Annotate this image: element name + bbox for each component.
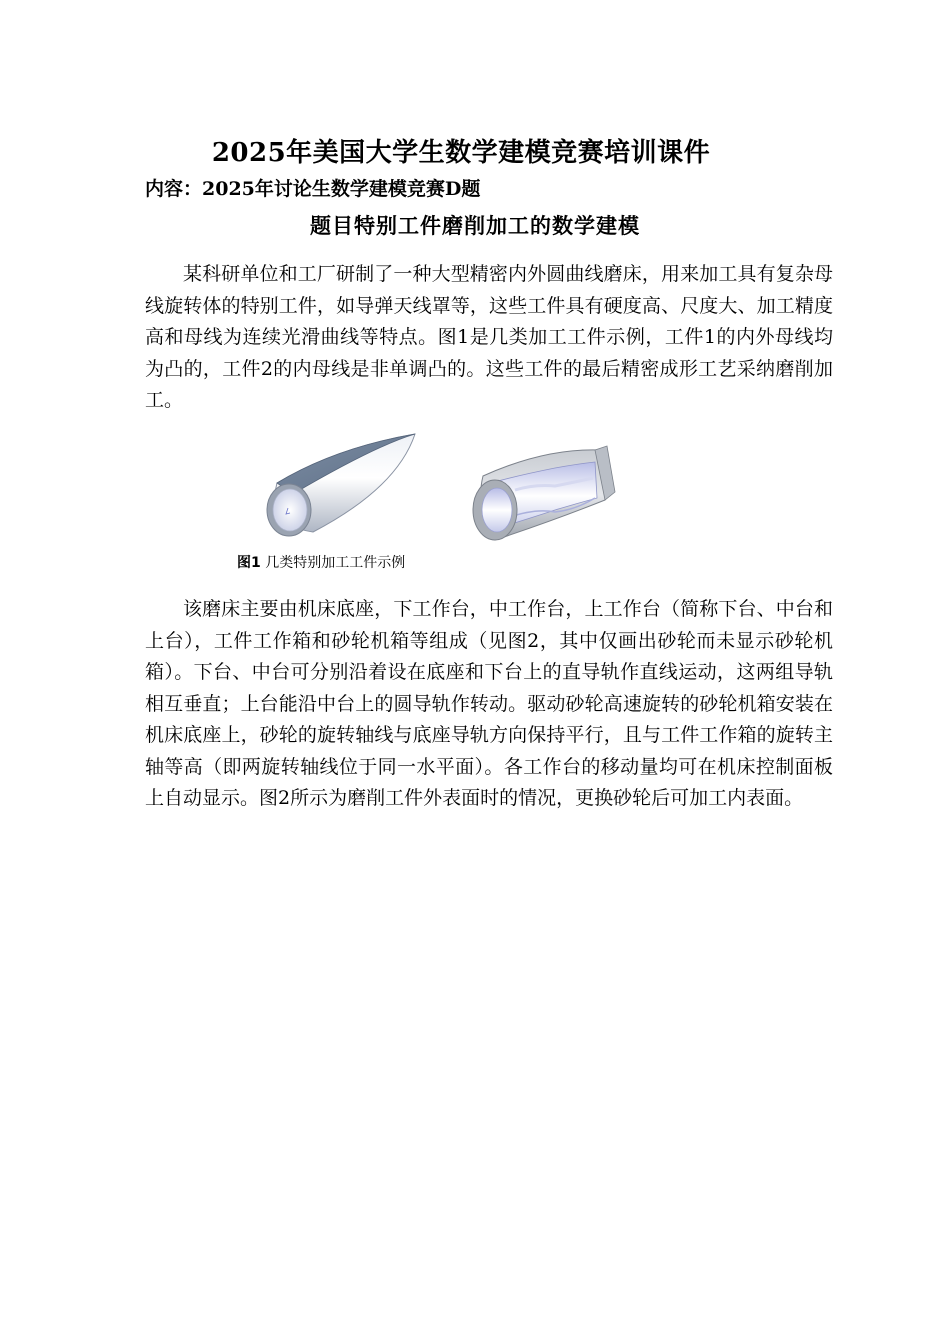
- workpiece-1-cone: [267, 434, 415, 536]
- figure-workpieces: [255, 428, 655, 553]
- paragraph-machine: 该磨床主要由机床底座，下工作台，中工作台，上工作台（简称下台、中台和上台），工件工作箱和砂轮机箱等组成（见图2，其中仅画出砂轮而未显示砂轮机箱）。下台、中台可分别沿着设在底座和下台上的直导轨作直线运动，这两组导轨相互垂直；上台能沿中台上的圆导轨作转动。驱动砂轮高速旋转的砂轮机箱安装在机床底座上，砂轮的旋转轴线与底座导轨方向保持平行，且与工件工作箱的旋转主轴等高（即两旋转轴线位于同一水平面）。各工作台的移动量均可在机床控制面板上自动显示。图2所示为磨削工件外表面时的情况，更换砂轮后可加工内表面。: [145, 598, 833, 809]
- figure-number: 图1: [237, 555, 261, 571]
- paragraph-intro: 某科研单位和工厂研制了一种大型精密内外圆曲线磨床，用来加工具有复杂母线旋转体的特别工件，如导弹天线罩等，这些工件具有硬度高、尺度大、加工精度高和母线为连续光滑曲线等特点。图1是几类加工工件示例，工件1的内外母线均为凸的，工件2的内母线是非单调凸的。这些工件的最后精密成形工艺采纳磨削加工。: [145, 263, 833, 411]
- workpiece-2-tube: [473, 446, 615, 540]
- content-line: 内容：2025年讨论生数学建模竞赛D题: [145, 178, 481, 200]
- problem-title: 题目特别工件磨削加工的数学建模: [310, 213, 640, 238]
- figure-caption-text: 几类特别加工工件示例: [265, 555, 406, 571]
- figure-caption: [237, 552, 405, 572]
- workpieces-illustration: [255, 428, 655, 553]
- document-title: 2025年美国大学生数学建模竞赛培训课件: [211, 138, 711, 168]
